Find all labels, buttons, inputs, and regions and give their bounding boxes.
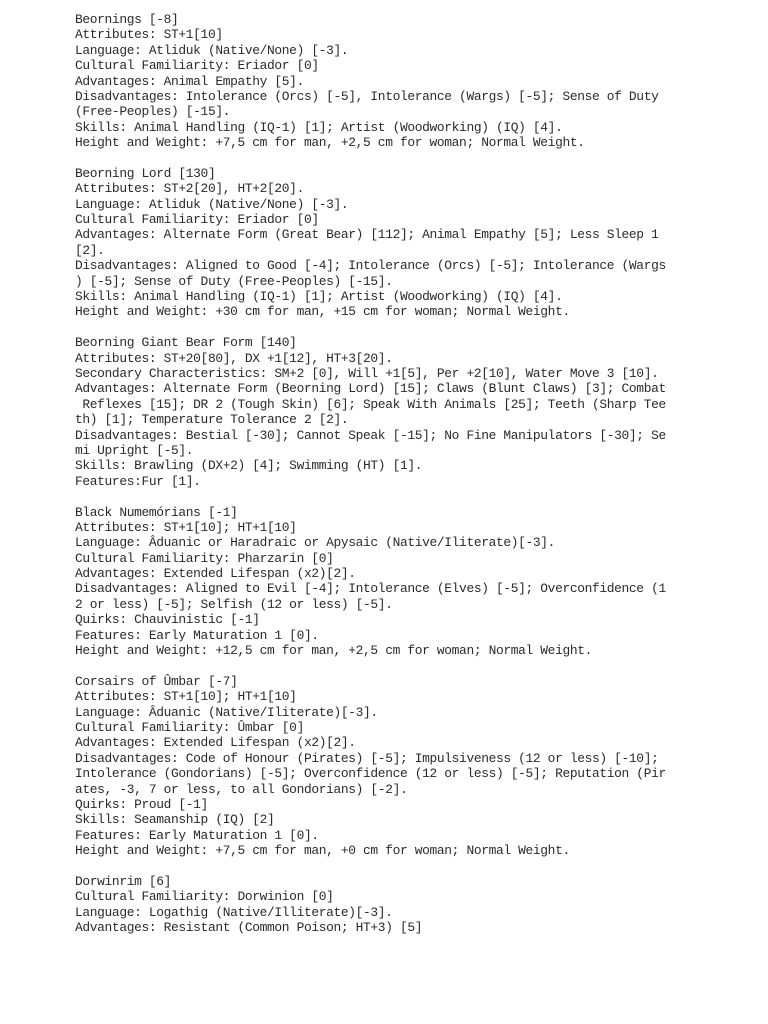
entry-title: Beornings [-8]	[75, 12, 179, 27]
entry-line: Advantages: Resistant (Common Poison; HT+3) [5]	[75, 920, 423, 936]
entry-line: Reflexes [15]; DR 2 (Tough Skin) [6]; Speak With Animals [25]; Teeth (Sharp Tee	[75, 396, 666, 412]
entry-line: Secondary Characteristics: SM+2 [0], Will +1[5], Per +2[10], Water Move 3 [10].	[75, 365, 659, 381]
entry-title: Black Numemórians [-1]	[75, 504, 238, 520]
entry-line: Skills: Seamanship (IQ) [2]	[75, 812, 275, 828]
entry-line: Quirks: Proud [-1]	[75, 796, 208, 812]
entry-title: Dorwinrim [6]	[75, 873, 172, 889]
paragraph-gap	[75, 489, 755, 504]
race-entry	[75, 505, 755, 659]
entry-line: Advantages: Extended Lifespan (x2)[2].	[75, 566, 356, 582]
entry-line: [2].	[75, 242, 105, 258]
entry-line: Disadvantages: Code of Honour (Pirates) [-5]; Impulsiveness (12 or less) [-10];	[75, 750, 659, 766]
entry-line: Quirks: Chauvinistic [-1]	[75, 612, 260, 628]
entry-line: Intolerance (Gondorians) [-5]; Overconfidence (12 or less) [-5]; Reputation (Pir	[75, 766, 666, 782]
entry-title: Beorning Giant Bear Form [140]	[75, 335, 297, 351]
entry-line: Advantages: Alternate Form (Great Bear) [112]; Animal Empathy [5]; Less Sleep 1	[75, 227, 659, 243]
entry-line: 2 or less) [-5]; Selfish (12 or less) [-5].	[75, 596, 393, 612]
entry-line: Features:Fur [1].	[75, 473, 201, 489]
entry-line: Height and Weight: +7,5 cm for man, +2,5 cm for woman; Normal Weight.	[75, 135, 585, 151]
paragraph-gap	[75, 658, 755, 673]
entry-line: Disadvantages: Aligned to Good [-4]; Intolerance (Orcs) [-5]; Intolerance (Wargs	[75, 258, 666, 274]
entry-line: Advantages: Animal Empathy [5].	[75, 73, 304, 89]
entry-line: Skills: Animal Handling (IQ-1) [1]; Artist (Woodworking) (IQ) [4].	[75, 119, 563, 135]
entry-line: Advantages: Alternate Form (Beorning Lord) [15]; Claws (Blunt Claws) [3]; Combat	[75, 381, 666, 397]
race-entry	[75, 166, 755, 320]
entry-line: Language: Atliduk (Native/None) [-3].	[75, 196, 349, 212]
entry-line: Attributes: ST+20[80], DX +1[12], HT+3[20].	[75, 350, 393, 366]
entry-line: ates, -3, 7 or less, to all Gondorians) [-2].	[75, 781, 408, 797]
entry-line: Cultural Familiarity: Eriador [0]	[75, 58, 319, 74]
paragraph-gap	[75, 858, 755, 873]
entry-title: Beorning Lord [130]	[75, 165, 216, 181]
entry-line: Disadvantages: Bestial [-30]; Cannot Speak [-15]; No Fine Manipulators [-30]; Se	[75, 427, 666, 443]
entry-line: ) [-5]; Sense of Duty (Free-Peoples) [-15].	[75, 273, 393, 289]
entry-line: Height and Weight: +12,5 cm for man, +2,5 cm for woman; Normal Weight.	[75, 643, 592, 659]
entry-line: Skills: Animal Handling (IQ-1) [1]; Artist (Woodworking) (IQ) [4].	[75, 289, 563, 305]
paragraph-gap	[75, 151, 755, 166]
entry-title: Corsairs of Ûmbar [-7]	[75, 673, 238, 689]
race-entry	[75, 12, 755, 151]
entry-line: Attributes: ST+1[10]; HT+1[10]	[75, 689, 297, 705]
entry-line: Language: Atliduk (Native/None) [-3].	[75, 42, 349, 58]
entry-line: th) [1]; Temperature Tolerance 2 [2].	[75, 412, 349, 428]
document-page	[75, 12, 755, 935]
entry-line: Height and Weight: +7,5 cm for man, +0 cm for woman; Normal Weight.	[75, 843, 570, 859]
entry-line: Features: Early Maturation 1 [0].	[75, 827, 319, 843]
entry-line: Attributes: ST+2[20], HT+2[20].	[75, 181, 304, 197]
entry-line: (Free-Peoples) [-15].	[75, 104, 231, 120]
paragraph-gap	[75, 320, 755, 335]
entry-line: Skills: Brawling (DX+2) [4]; Swimming (HT) [1].	[75, 458, 423, 474]
entry-line: mi Upright [-5].	[75, 442, 194, 458]
entry-line: Language: Logathig (Native/Illiterate)[-3].	[75, 904, 393, 920]
entry-line: Language: Âduanic (Native/Iliterate)[-3].	[75, 704, 378, 720]
entry-line: Cultural Familiarity: Pharzarin [0]	[75, 550, 334, 566]
race-entry	[75, 674, 755, 859]
entry-line: Disadvantages: Intolerance (Orcs) [-5], Intolerance (Wargs) [-5]; Sense of Duty	[75, 88, 659, 104]
race-entry	[75, 335, 755, 489]
race-entry	[75, 874, 755, 936]
entry-line: Cultural Familiarity: Ûmbar [0]	[75, 719, 304, 735]
entry-line: Cultural Familiarity: Dorwinion [0]	[75, 889, 334, 905]
entry-line: Disadvantages: Aligned to Evil [-4]; Intolerance (Elves) [-5]; Overconfidence (1	[75, 581, 666, 597]
entry-line: Attributes: ST+1[10]; HT+1[10]	[75, 519, 297, 535]
entry-line: Attributes: ST+1[10]	[75, 27, 223, 43]
entry-line: Cultural Familiarity: Eriador [0]	[75, 212, 319, 228]
entry-line: Advantages: Extended Lifespan (x2)[2].	[75, 735, 356, 751]
entry-line: Features: Early Maturation 1 [0].	[75, 627, 319, 643]
entry-line: Language: Âduanic or Haradraic or Apysaic (Native/Iliterate)[-3].	[75, 535, 556, 551]
entry-line: Height and Weight: +30 cm for man, +15 cm for woman; Normal Weight.	[75, 304, 570, 320]
